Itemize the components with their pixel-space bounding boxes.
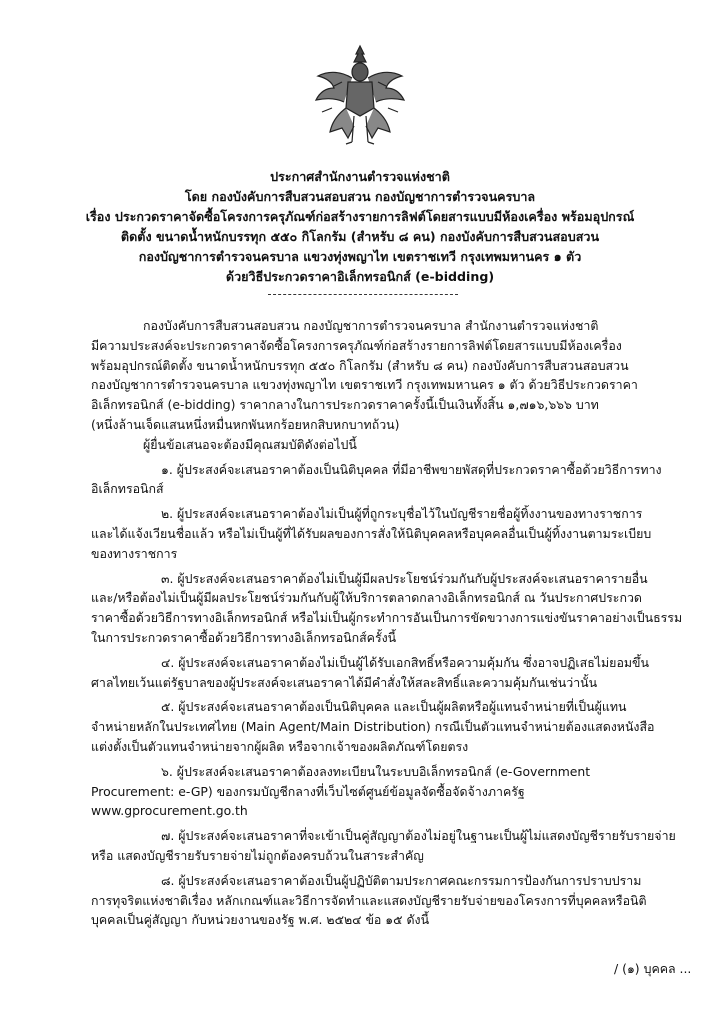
item-line: ๘. ผู้ประสงค์จะเสนอราคาต้องเป็นผู้ปฏิบัติตามประกาศคณะกรรมการป้องกันการปราบปราม <box>161 872 642 888</box>
item-line: หรือ แสดงบัญชีรายรับรายจ่ายไม่ถูกต้องครบถ้วนในสาระสำคัญ <box>91 847 424 863</box>
item-line: ๕. ผู้ประสงค์จะเสนอราคาต้องเป็นนิติบุคคล และเป็นผู้ผลิตหรือผู้แทนจำหน่ายที่เป็นผู้แทน <box>161 699 627 715</box>
intro-line: (หนึ่งล้านเจ็ดแสนหนึ่งหมื่นหกพันหกร้อยหกสิบหกบาทถ้วน) <box>91 416 400 432</box>
divider <box>268 294 458 295</box>
intro-line: กองบัญชาการตำรวจนครบาล แขวงทุ่งพญาไท เขตราชเทวี กรุงเทพมหานคร ๑ ตัว ด้วยวิธีประกวดราคา <box>91 377 638 393</box>
intro-paragraph <box>91 316 666 455</box>
item-line: และ/หรือต้องไม่เป็นผู้มีผลประโยชน์ร่วมกันกับผู้ให้บริการตลาดกลางอิเล็กทรอนิกส์ ณ วันประกาศประกวด <box>91 590 642 606</box>
header-subject-line-3: กองบัญชาการตำรวจนครบาล แขวงทุ่งพญาไท เขตราชเทวี กรุงเทพมหานคร ๑ ตัว <box>138 249 582 264</box>
item-line: ๓. ผู้ประสงค์จะเสนอราคาต้องไม่เป็นผู้มีผลประโยชน์ร่วมกันกับผู้ประสงค์จะเสนอราคารายอื่น <box>161 570 648 586</box>
garuda-emblem-icon <box>312 42 408 146</box>
qualification-item-6 <box>91 762 666 821</box>
item-line: ของทางราชการ <box>91 545 178 561</box>
item-line: จำหน่ายหลักในประเทศไทย (Main Agent/Main Distribution) กรณีเป็นตัวแทนจำหน่ายต้องแสดงหนังสือ <box>91 719 655 735</box>
item-line: Procurement: e-GP) ของกรมบัญชีกลางที่เว็บไซต์ศูนย์ข้อมูลจัดซื้อจัดจ้างภาครัฐ <box>91 783 525 799</box>
intro-line: กองบังคับการสืบสวนสอบสวน กองบัญชาการตำรวจนครบาล สำนักงานตำรวจแห่งชาติ <box>143 318 599 333</box>
item-line: บุคคลเป็นคู่สัญญา กับหน่วยงานของรัฐ พ.ศ. ๒๕๒๔ ข้อ ๑๕ ดังนี้ <box>91 912 430 928</box>
item-line: ๑. ผู้ประสงค์จะเสนอราคาต้องเป็นนิติบุคคล ที่มีอาชีพขายพัสดุที่ประกวดราคาซื้อด้วยวิธีการทาง <box>161 461 662 477</box>
item-line: ๔. ผู้ประสงค์จะเสนอราคาต้องไม่เป็นผู้ได้รับเอกสิทธิ์หรือความคุ้มกัน ซึ่งอาจปฏิเสธไม่ยอมขึ้น <box>161 654 649 670</box>
item-line: ๗. ผู้ประสงค์จะเสนอราคาที่จะเข้าเป็นคู่สัญญาต้องไม่อยู่ในฐานะเป็นผู้ไม่แสดงบัญชีรายรับรายจ่าย <box>161 828 676 844</box>
egp-website: www.gprocurement.go.th <box>91 803 248 819</box>
header-title: ประกาศสำนักงานตำรวจแห่งชาติ <box>270 169 450 184</box>
item-line: แต่งตั้งเป็นตัวแทนจำหน่ายจากผู้ผลิต หรือจากเจ้าของผลิตภัณฑ์โดยตรง <box>91 738 469 754</box>
intro-line: อิเล็กทรอนิกส์ (e-bidding) ราคากลางในการประกวดราคาครั้งนี้เป็นเงินทั้งสิ้น ๑,๗๑๖,๖๖๖ บาท <box>91 397 599 413</box>
qualification-item-2 <box>91 504 666 563</box>
intro-line: พร้อมอุปกรณ์ติดตั้ง ขนาดน้ำหนักบรรทุก ๕๕๐ กิโลกรัม (สำหรับ ๘ คน) กองบังคับการสืบสวนสอบสวน <box>91 357 629 373</box>
qualification-item-1 <box>91 460 666 500</box>
item-line: การทุจริตแห่งชาติเรื่อง หลักเกณฑ์และวิธีการจัดทำและแสดงบัญชีรายรับจ่ายของโครงการที่บุคคลหรือนิติ <box>91 892 647 908</box>
qualification-item-5 <box>91 697 666 756</box>
qualification-item-3 <box>91 569 683 648</box>
header-subject-line-4: ด้วยวิธีประกวดราคาอิเล็กทรอนิกส์ (e-bidding) <box>225 269 495 284</box>
item-line: และได้แจ้งเวียนชื่อแล้ว หรือไม่เป็นผู้ที่ได้รับผลของการสั่งให้นิติบุคคลหรือบุคคลอื่นเป็นผู้ทิ้งงานตามระเบียบ <box>91 525 652 541</box>
document-body <box>91 316 683 935</box>
header-subject-line-1: เรื่อง ประกวดราคาจัดซื้อโครงการครุภัณฑ์ก่อสร้างรายการลิฟต์โดยสารแบบมีห้องเครื่อง พร้อมอุปกรณ์ <box>85 209 635 224</box>
item-line: ศาลไทยเว้นแต่รัฐบาลของผู้ประสงค์จะเสนอราคาได้มีคำสั่งให้สละสิทธิ์และความคุ้มกันเช่นว่านั้น <box>91 674 598 690</box>
item-line: ๖. ผู้ประสงค์จะเสนอราคาต้องลงทะเบียนในระบบอิเล็กทรอนิกส์ (e-Government <box>161 763 591 779</box>
header-issuer: โดย กองบังคับการสืบสวนสอบสวน กองบัญชาการตำรวจนครบาล <box>184 189 536 204</box>
item-line: ในการประกวดราคาซื้อด้วยวิธีการทางอิเล็กทรอนิกส์ครั้งนี้ <box>91 629 397 645</box>
item-line: ๒. ผู้ประสงค์จะเสนอราคาต้องไม่เป็นผู้ที่ถูกระบุชื่อไว้ในบัญชีรายชื่อผู้ทิ้งงานของทางราชการ <box>161 506 643 522</box>
announcement-header <box>60 167 660 287</box>
qualification-item-7 <box>91 826 676 866</box>
qualification-item-8 <box>91 871 666 930</box>
intro-line: มีความประสงค์จะประกวดราคาจัดซื้อโครงการครุภัณฑ์ก่อสร้างรายการลิฟต์โดยสารแบบมีห้องเครื่อง <box>91 337 622 353</box>
item-line: อิเล็กทรอนิกส์ <box>91 481 164 497</box>
next-page-marker: / (๑) บุคคล ... <box>614 961 692 976</box>
item-line: ราคาซื้อด้วยวิธีการทางอิเล็กทรอนิกส์ หรือไม่เป็นผู้กระทำการอันเป็นการขัดขวางการแข่งขันราคาอย่างเป็นธรรม <box>91 610 683 626</box>
header-subject-line-2: ติดตั้ง ขนาดน้ำหนักบรรทุก ๕๕๐ กิโลกรัม (สำหรับ ๘ คน) กองบังคับการสืบสวนสอบสวน <box>120 229 600 244</box>
qualification-item-4 <box>91 653 666 693</box>
qualifications-intro: ผู้ยื่นข้อเสนอจะต้องมีคุณสมบัติดังต่อไปนี้ <box>143 436 357 452</box>
